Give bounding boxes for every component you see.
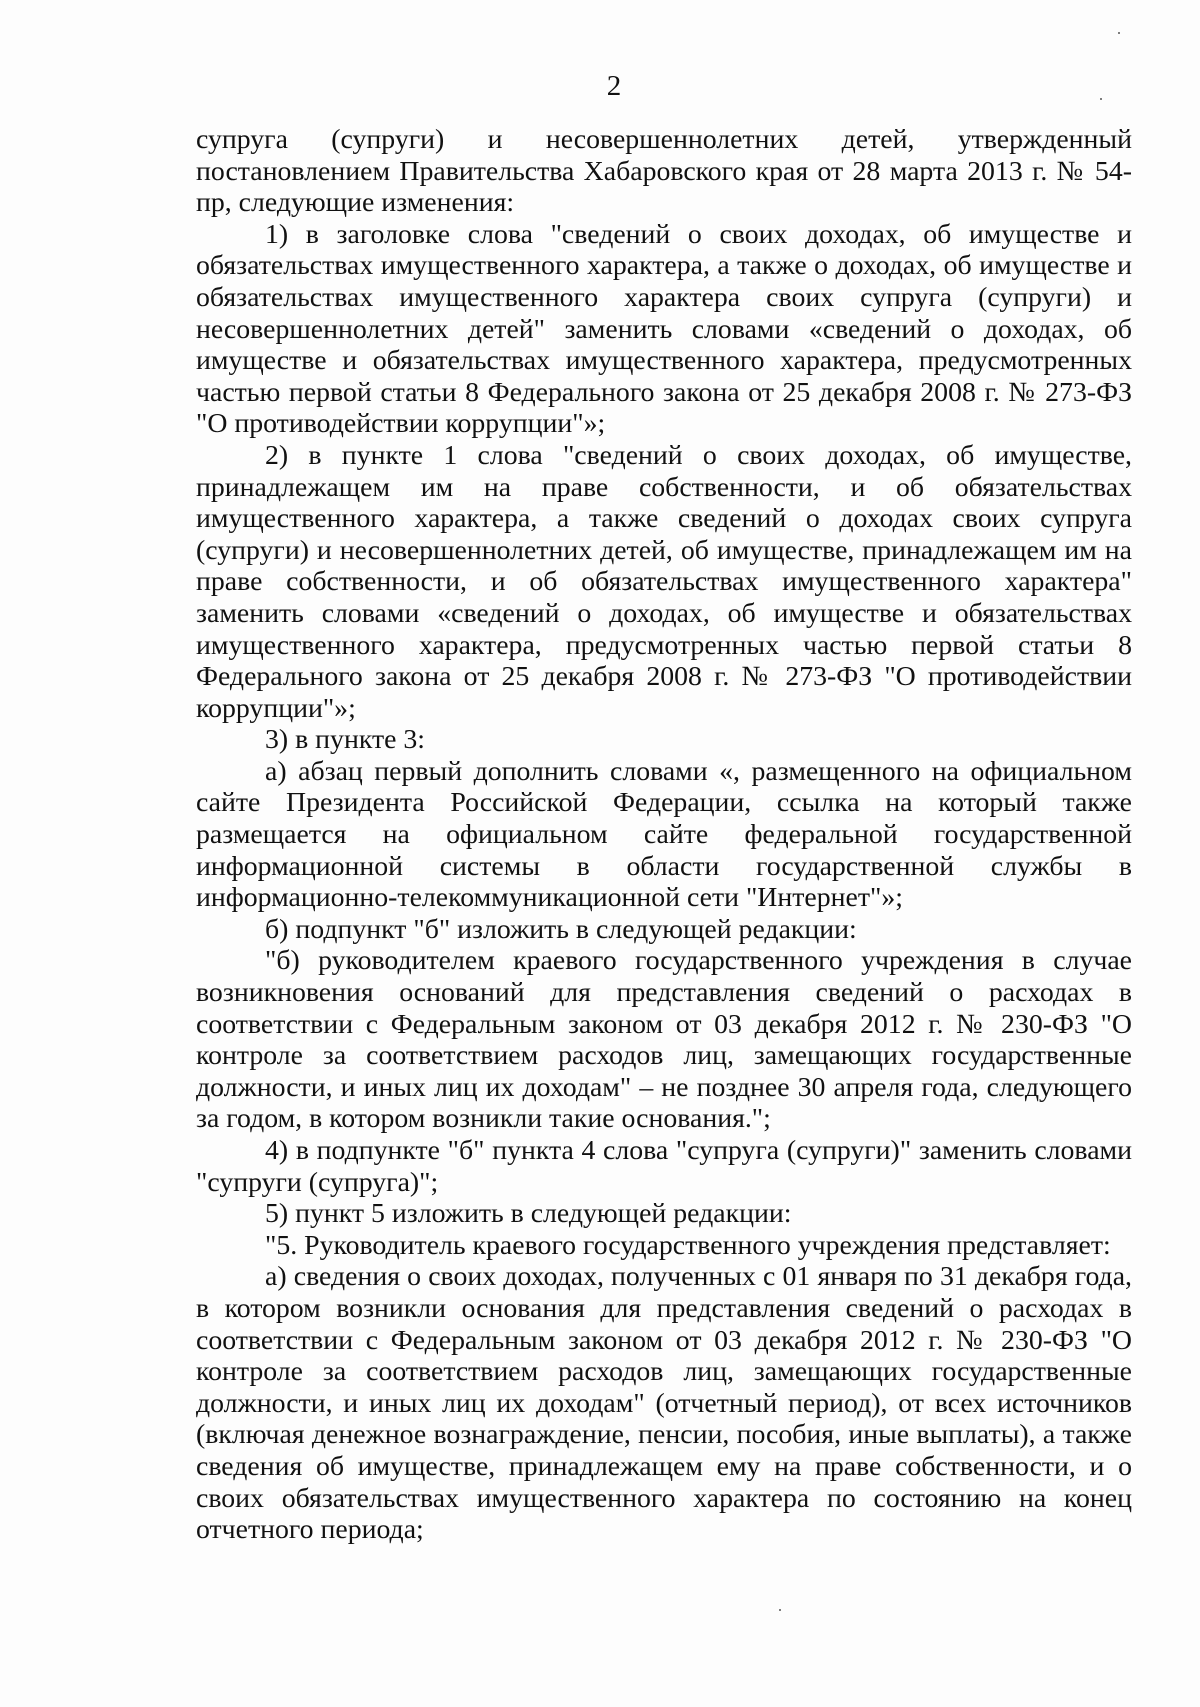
paragraph-item-3a: а) абзац первый дополнить словами «, размещенного на официальном сайте Президента Российской Федерации, ссылка на который также размещается на официальном сайте федеральной государственной информационной системы в области государственной службы в информационно-телекоммуникационной сети "Интернет"»; (196, 755, 1132, 914)
paragraph-item-3b-text: "б) руководителем краевого государственного учреждения в случае возникновения оснований для представления сведений о расходах в соответствии с Федеральным законом от 03 декабря 2012 г. № 230-ФЗ "О контроле за соответствием расходов лиц, замещающих государственные должности, и иных лиц их доходам" – не позднее 30 апреля года, следующего за годом, в котором возникли такие основания."; (196, 945, 1132, 1135)
paragraph-intro: супруга (супруги) и несовершеннолетних детей, утвержденный постановлением Правительства Хабаровского края от 28 марта 2013 г. № 54-пр, следующие изменения: (196, 124, 1132, 219)
paragraph-item-5a: а) сведения о своих доходах, полученных с 01 января по 31 декабря года, в котором возникли основания для представления сведений о расходах в соответствии с Федеральным законом от 03 декабря 2012 г. № 230-ФЗ "О контроле за соответствием расходов лиц, замещающих государственные должности, и иных лиц их доходам" (отчетный период), от всех источников (включая денежное вознаграждение, пенсии, пособия, иные выплаты), а также сведения об имуществе, принадлежащем ему на праве собственности, и о своих обязательствах имущественного характера по состоянию на конец отчетного периода; (196, 1261, 1132, 1546)
scan-speck (1100, 98, 1102, 100)
paragraph-item-3: 3) в пункте 3: (265, 724, 426, 756)
scan-speck (1118, 32, 1120, 34)
document-body (196, 124, 1132, 1546)
paragraph-item-4: 4) в подпункте "б" пункта 4 слова "супруга (супруги)" заменить словами "супруги (супруга)"; (196, 1135, 1132, 1198)
paragraph-item-1: 1) в заголовке слова "сведений о своих доходах, об имуществе и обязательствах имущественного характера, а также о доходах, об имуществе и обязательствах имущественного характера своих супруга (супруги) и несовершеннолетних детей" заменить словами «сведений о доходах, об имуществе и обязательствах имущественного характера, предусмотренных частью первой статьи 8 Федерального закона от 25 декабря 2008 г. № 273-ФЗ "О противодействии коррупции"»; (196, 218, 1132, 440)
paragraph-item-3b: б) подпункт "б" изложить в следующей редакции: (265, 913, 857, 945)
scan-speck (779, 1609, 781, 1611)
paragraph-item-5-intro: "5. Руководитель краевого государственного учреждения представляет: (265, 1229, 1111, 1261)
paragraph-item-2: 2) в пункте 1 слова "сведений о своих доходах, об имуществе, принадлежащем им на праве собственности, и об обязательствах имущественного характера, а также сведений о доходах своих супруга (супруги) и несовершеннолетних детей, об имуществе, принадлежащем им на праве собственности, и об обязательствах имущественного характера" заменить словами «сведений о доходах, об имуществе и обязательствах имущественного характера, предусмотренных частью первой статьи 8 Федерального закона от 25 декабря 2008 г. № 273-ФЗ "О противодействии коррупции"»; (196, 439, 1132, 724)
paragraph-item-5: 5) пункт 5 изложить в следующей редакции: (265, 1198, 792, 1230)
page-number: 2 (606, 70, 622, 102)
